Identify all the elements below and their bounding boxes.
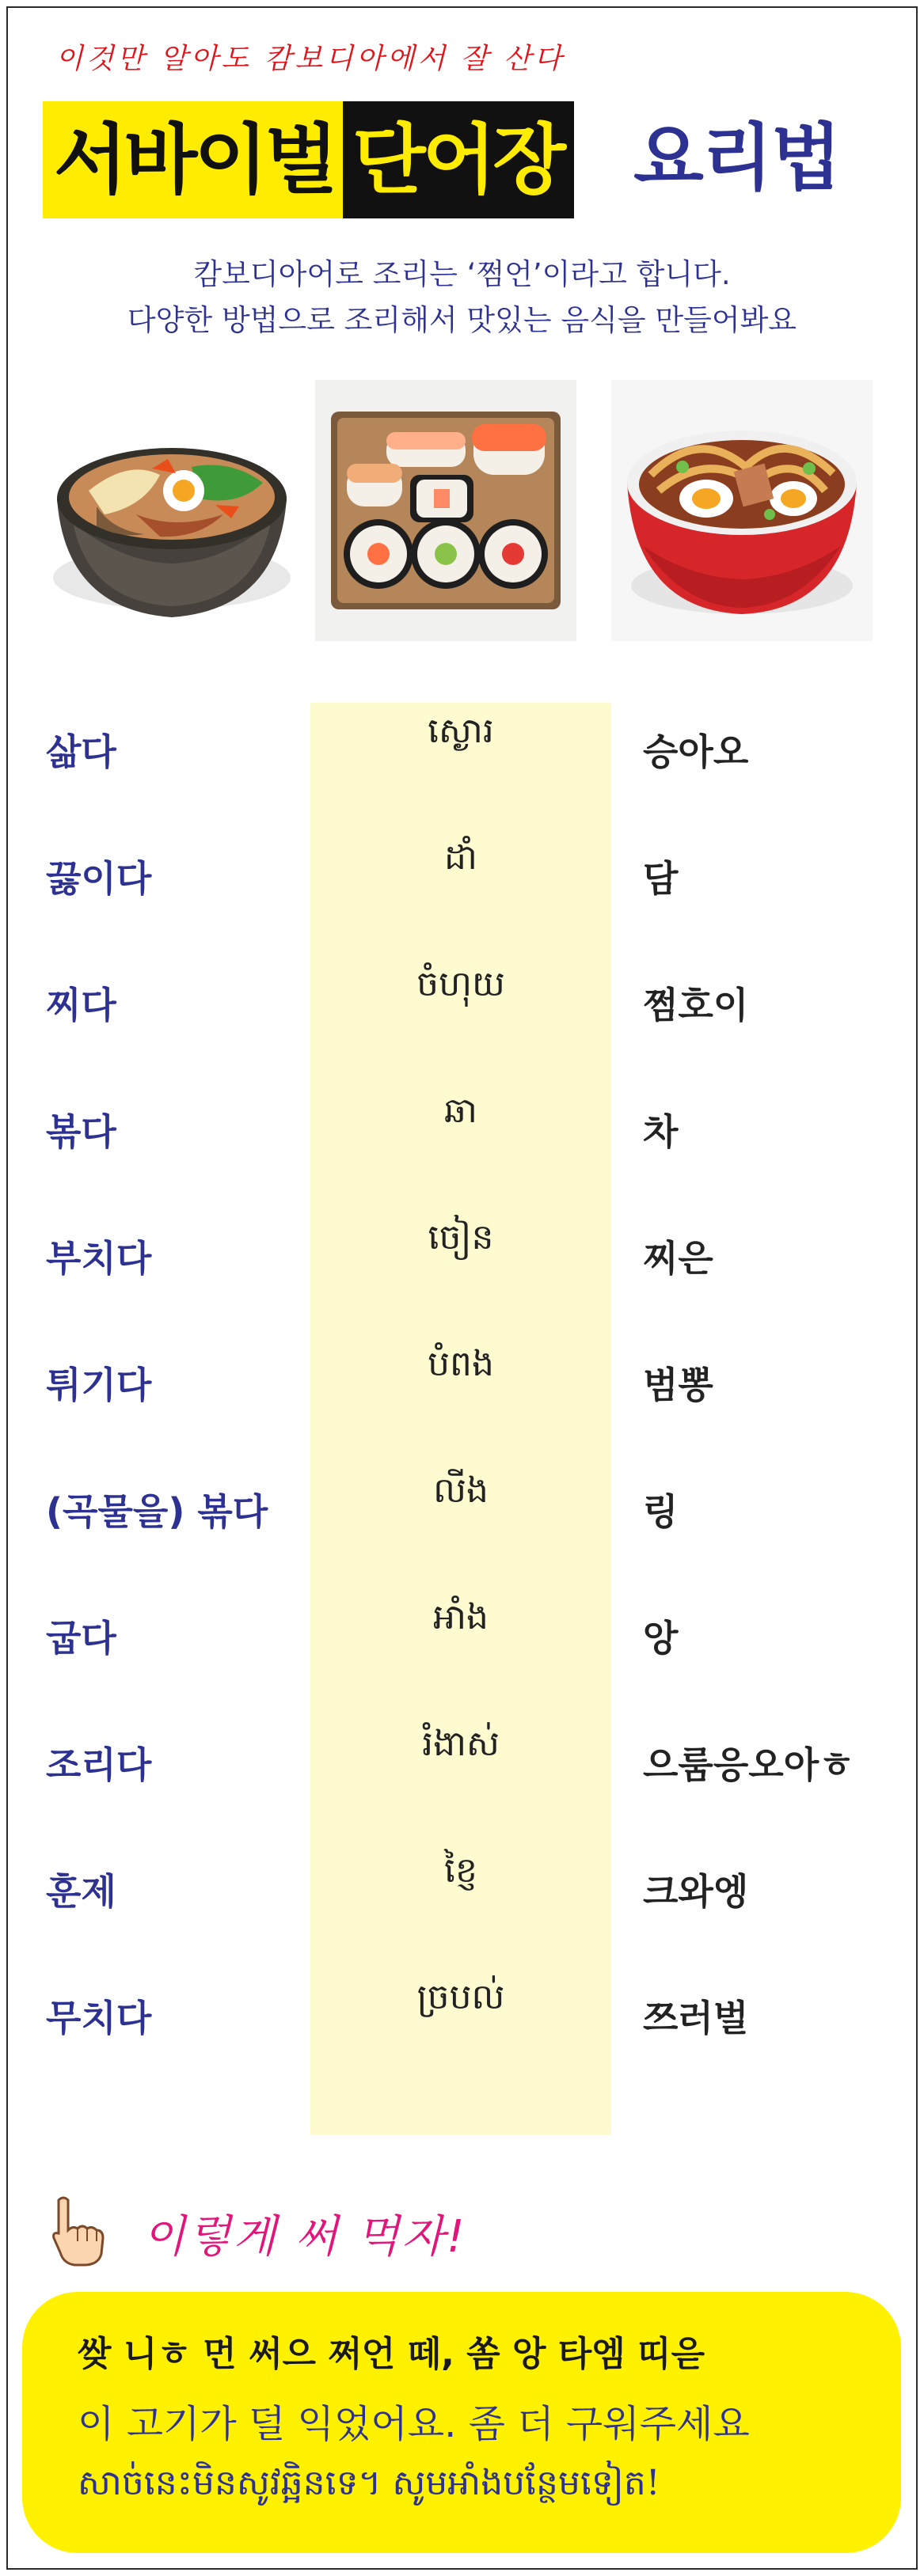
korean-word: 찌다 (46, 984, 116, 1026)
pronunciation: 찌은 (643, 1237, 713, 1280)
khmer-word: អាំង (433, 1597, 489, 1637)
vocab-row (0, 1977, 924, 2050)
vocab-row (0, 964, 924, 1037)
title-survival: 서바이벌 (43, 101, 343, 218)
pronunciation: 담 (643, 857, 679, 900)
pronunciation: 쯔러벌 (643, 1997, 749, 2039)
korean-word: 튀기다 (46, 1364, 152, 1406)
khmer-word: លីង (433, 1470, 489, 1511)
khmer-word: ខ្ញៃ (444, 1850, 477, 1891)
sushi-image (315, 380, 576, 641)
pronunciation: 차 (643, 1110, 679, 1153)
pronunciation: 범뽕 (643, 1364, 713, 1406)
vocab-row (0, 1344, 924, 1417)
vocab-row (0, 1470, 924, 1543)
pronunciation: 앙 (643, 1617, 679, 1660)
korean-word: 볶다 (46, 1110, 116, 1153)
intro-line-2: 다양한 방법으로 조리해서 맛있는 음식을 만들어봐요 (127, 303, 797, 337)
vocab-row (0, 1597, 924, 1670)
pronunciation: 으룸응오아ㅎ (643, 1743, 854, 1786)
khmer-word: ឆា (444, 1091, 477, 1131)
korean-word: (곡물을) 볶다 (46, 1490, 268, 1533)
vocab-row (0, 1217, 924, 1290)
ramen-image (611, 380, 873, 641)
khmer-word: ចំហុយ (416, 964, 505, 1004)
example-pronunciation: 쌎 니ㅎ 먼 써으 쩌언 떼, 쏨 앙 타엠 띠읃 (78, 2334, 705, 2374)
khmer-word: រំងាស់ (422, 1724, 500, 1764)
example-heading: 이렇게 써 먹자! (143, 2211, 467, 2263)
vocab-row (0, 711, 924, 783)
pronunciation: 크와엥 (643, 1870, 749, 1913)
vocab-row (0, 1850, 924, 1923)
bibimbap-image (41, 380, 302, 641)
example-korean: 이 고기가 덜 익었어요. 좀 더 구워주세요 (78, 2402, 750, 2446)
example-box (22, 2292, 901, 2553)
khmer-word: ច្របល់ (416, 1977, 505, 2017)
pronunciation: 쩜호이 (643, 984, 749, 1026)
khmer-word: ចៀន (428, 1217, 494, 1258)
korean-word: 조리다 (46, 1743, 152, 1786)
khmer-word: បំពង (428, 1344, 494, 1384)
example-khmer: សាច់នេះមិនសូវឆ្អិនទេ។ សូមអាំងបន្ថែមទៀត! (78, 2463, 660, 2503)
vocab-row (0, 837, 924, 910)
page-title (43, 101, 574, 218)
khmer-word: ស្ងោរ (428, 711, 494, 751)
korean-word: 끓이다 (46, 857, 152, 900)
category-title: 요리법 (633, 116, 840, 200)
intro-line-1: 캄보디아어로 조리는 ‘쩜언’이라고 합니다. (193, 257, 731, 291)
intro-text (48, 252, 876, 343)
vocab-row (0, 1724, 924, 1796)
tagline: 이것만 알아도 캄보디아에서 잘 산다 (55, 43, 565, 75)
pronunciation: 링 (643, 1490, 679, 1533)
pointing-hand-icon (43, 2192, 119, 2268)
pronunciation: 승아오 (643, 730, 749, 773)
korean-word: 부치다 (46, 1237, 152, 1280)
vocab-row (0, 1091, 924, 1163)
title-vocabulary: 단어장 (343, 101, 574, 218)
khmer-word: ដាំ (444, 837, 477, 878)
korean-word: 삶다 (46, 730, 116, 773)
korean-word: 훈제 (46, 1870, 116, 1913)
korean-word: 무치다 (46, 1997, 152, 2039)
korean-word: 굽다 (46, 1617, 116, 1660)
